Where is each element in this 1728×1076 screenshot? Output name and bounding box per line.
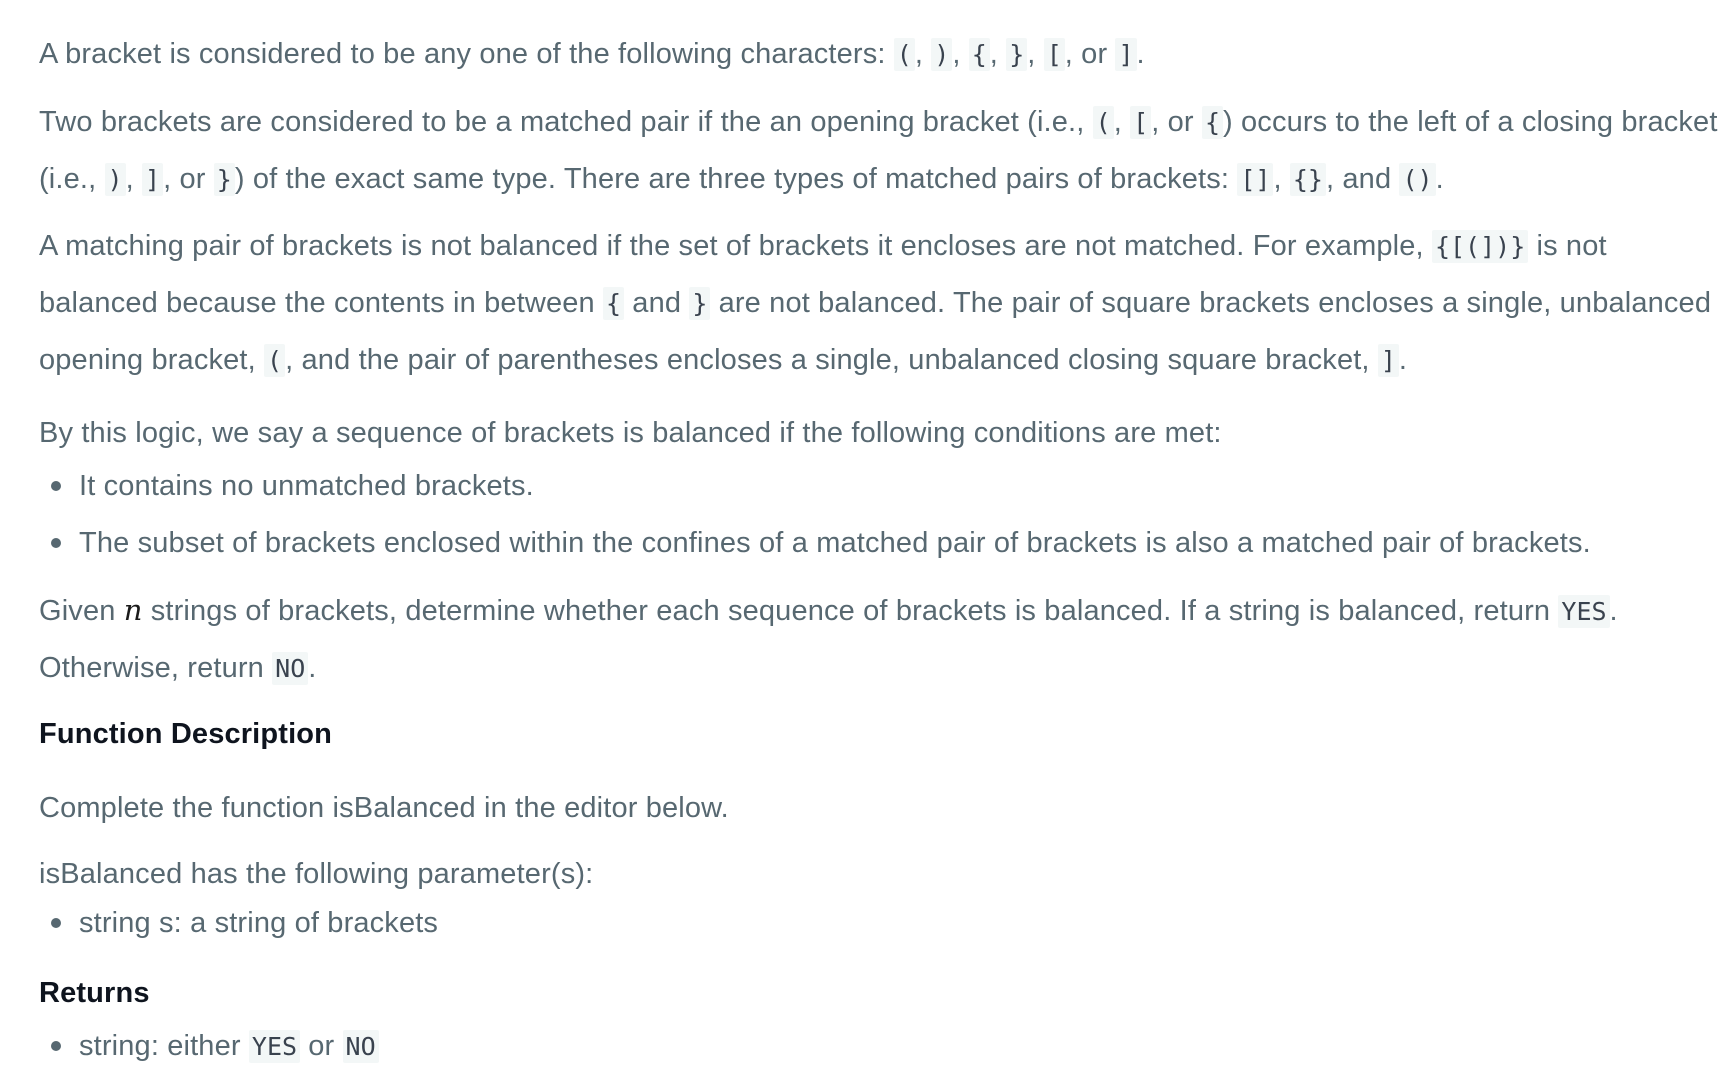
list-item xyxy=(39,903,1719,943)
text: Two brackets are considered to be a matched pair if the an opening bracket (i.e., xyxy=(39,106,1093,138)
text: , and xyxy=(1325,163,1400,195)
inline-code: {[(])} xyxy=(1432,230,1528,263)
function-intro: Complete the function isBalanced in the editor below. xyxy=(39,792,729,824)
text: , xyxy=(952,38,969,70)
text: are not balanced. The pair of square brackets encloses a single, unbalanced opening bracket, xyxy=(39,287,1712,376)
inline-code: NO xyxy=(272,652,308,685)
inline-code: ] xyxy=(1378,344,1399,377)
text: , or xyxy=(1064,38,1116,70)
bullet-icon xyxy=(51,1041,61,1051)
text: A bracket is considered to be any one of the following characters: xyxy=(39,38,894,70)
text: , xyxy=(125,163,142,195)
inline-code: YES xyxy=(249,1030,300,1063)
text: . xyxy=(1136,38,1145,70)
matched-pair-paragraph xyxy=(39,94,1719,208)
math-variable: n xyxy=(123,593,143,627)
text: , and the pair of parentheses encloses a single, unbalanced closing square bracket, xyxy=(285,344,1378,376)
inline-code: ] xyxy=(142,163,163,196)
text: , xyxy=(914,38,932,70)
text: ) of the exact same type. There are three types of matched pairs of brackets: xyxy=(234,163,1238,195)
inline-code: { xyxy=(1202,106,1223,139)
text: or xyxy=(300,1030,343,1062)
list-item xyxy=(39,466,1719,506)
inline-code: { xyxy=(969,38,990,71)
inline-code: () xyxy=(1399,163,1435,196)
inline-code: ) xyxy=(931,38,952,71)
parameters-list xyxy=(39,903,1719,943)
inline-code: YES xyxy=(1558,595,1609,628)
inline-code: ) xyxy=(105,163,126,196)
parameters-intro: isBalanced has the following parameter(s): xyxy=(39,858,594,890)
returns-heading: Returns xyxy=(39,977,150,1009)
text: strings of brackets, determine whether each sequence of brackets is balanced. If a string is balanced, return xyxy=(142,595,1559,627)
list-item-text: The subset of brackets enclosed within the confines of a matched pair of brackets is also a matched pair of brackets. xyxy=(79,527,1591,559)
inline-code: } xyxy=(214,163,235,196)
text: and xyxy=(624,287,690,319)
inline-code: [ xyxy=(1044,38,1065,71)
text: , xyxy=(1027,38,1044,70)
inline-code: ( xyxy=(264,344,285,377)
inline-code: } xyxy=(689,287,710,320)
inline-code: ( xyxy=(1093,106,1114,139)
text: , or xyxy=(1151,106,1202,138)
bracket-definition-paragraph xyxy=(39,26,1145,83)
inline-code: ( xyxy=(894,38,915,71)
text: , or xyxy=(163,163,214,195)
inline-code: {} xyxy=(1290,163,1326,196)
inline-code: } xyxy=(1006,38,1027,71)
text: . xyxy=(1435,163,1444,195)
inline-code: { xyxy=(603,287,624,320)
function-description-heading: Function Description xyxy=(39,718,332,750)
bullet-icon xyxy=(51,481,61,491)
list-item-text: It contains no unmatched brackets. xyxy=(79,470,534,502)
balanced-conditions-list xyxy=(39,466,1719,563)
text: , xyxy=(1273,163,1290,195)
text: . xyxy=(308,652,317,684)
text: , xyxy=(989,38,1007,70)
text: string: either xyxy=(79,1030,249,1062)
balanced-conditions-intro: By this logic, we say a sequence of brackets is balanced if the following conditions are met: xyxy=(39,417,1222,449)
text: . Otherwise, return xyxy=(39,595,1618,684)
text: Given xyxy=(39,595,124,627)
inline-code: [] xyxy=(1237,163,1273,196)
inline-code: NO xyxy=(343,1030,379,1063)
inline-code: [ xyxy=(1130,106,1151,139)
text: is not balanced because the contents in between xyxy=(39,230,1607,319)
text: A matching pair of brackets is not balanced if the set of brackets it encloses are not matched. For example, xyxy=(39,230,1432,262)
inline-code: ] xyxy=(1115,38,1136,71)
task-paragraph xyxy=(39,582,1719,697)
list-item xyxy=(39,1026,1719,1067)
bullet-icon xyxy=(51,918,61,928)
bullet-icon xyxy=(51,538,61,548)
text: , xyxy=(1113,106,1131,138)
unbalanced-example-paragraph xyxy=(39,218,1719,389)
text: ) occurs to the left of a closing bracket (i.e., xyxy=(39,106,1718,195)
returns-list xyxy=(39,1026,1719,1067)
list-item xyxy=(39,523,1719,563)
text: . xyxy=(1398,344,1408,376)
list-item-text: string s: a string of brackets xyxy=(79,907,439,939)
